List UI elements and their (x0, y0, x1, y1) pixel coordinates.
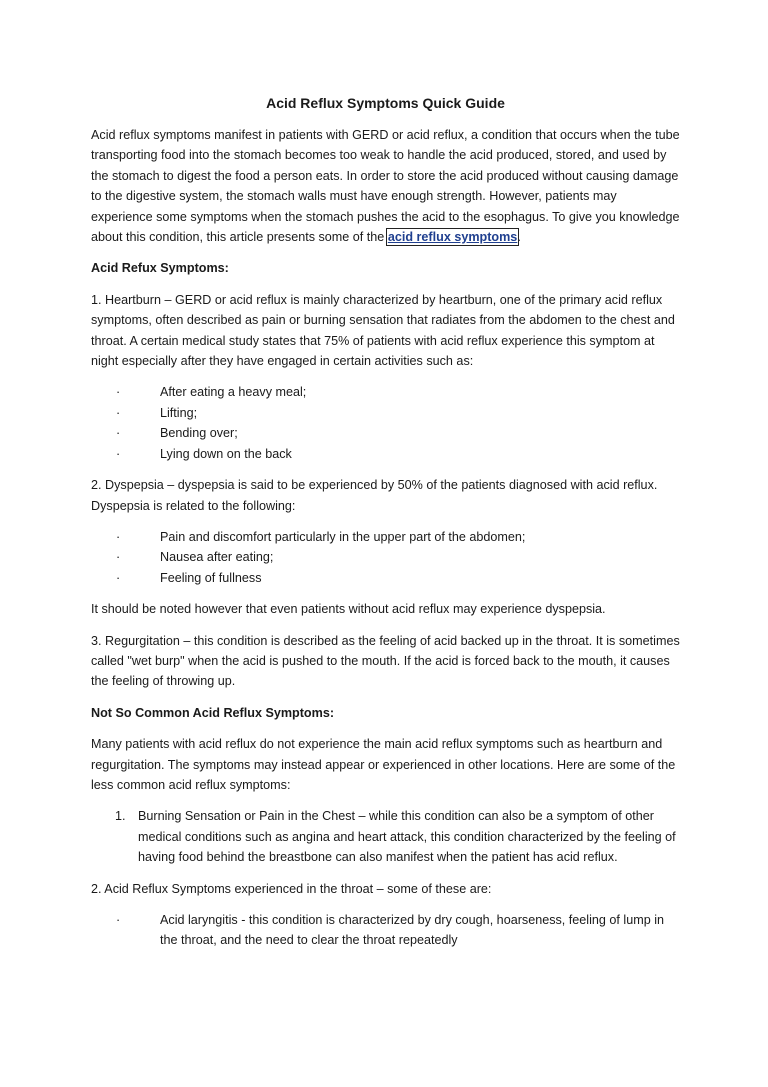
uncommon-numbered-list (91, 806, 680, 867)
dyspepsia-paragraph: 2. Dyspepsia – dyspepsia is said to be experienced by 50% of the patients diagnosed with acid reflux. Dyspepsia is related to the following: (91, 478, 658, 513)
page-title: Acid Reflux Symptoms Quick Guide (266, 95, 505, 111)
bullet-icon: · (116, 405, 121, 420)
bullet-icon: · (116, 529, 121, 544)
dyspepsia-note: It should be noted however that even patients without acid reflux may experience dyspepsia. (91, 602, 606, 617)
dyspepsia-list (91, 527, 680, 588)
list-item-text: Nausea after eating; (160, 550, 274, 565)
regurgitation-paragraph: 3. Regurgitation – this condition is described as the feeling of acid backed up in the throat. It is sometimes called "wet burp" when the acid is pushed to the mouth. If the acid is forced back to the mouth, it causes the feeling of throwing up. (91, 633, 680, 689)
list-item-text: Pain and discomfort particularly in the upper part of the abdomen; (160, 529, 526, 544)
intro-paragraph (91, 125, 680, 247)
intro-text: Acid reflux symptoms manifest in patients with GERD or acid reflux, a condition that occurs when the tube transporting food into the stomach becomes too weak to handle the acid produced, stored, and used by the stomach to digest the food a person eats. In order to store the acid produced without causing damage to the digestive system, the stomach walls must have enough strength. However, patients may experience some symptoms when the stomach pushes the acid to the esophagus. To give you knowledge about this condition, this article presents some of the (91, 128, 680, 245)
list-item (91, 382, 680, 402)
list-item (91, 910, 680, 951)
list-item-text: Burning Sensation or Pain in the Chest – while this condition can also be a symptom of other medical conditions such as angina and heart attack, this condition characterized by the feeling of having food behind the breastbone can also manifest when the patient has acid reflux. (138, 809, 676, 865)
list-item-text: Lifting; (160, 405, 198, 420)
heartburn-list (91, 382, 680, 464)
throat-list (91, 910, 680, 951)
list-item (91, 403, 680, 423)
throat-paragraph: 2. Acid Reflux Symptoms experienced in the throat – some of these are: (91, 881, 492, 896)
bullet-icon: · (116, 913, 121, 927)
list-number: 1. (115, 809, 126, 824)
list-item (91, 527, 680, 547)
list-item (91, 568, 680, 588)
list-item-text: After eating a heavy meal; (160, 385, 307, 400)
bullet-icon: · (116, 570, 121, 585)
list-item (91, 444, 680, 464)
bullet-icon: · (116, 446, 121, 461)
list-item (91, 547, 680, 567)
list-item-text: Acid laryngitis - this condition is characterized by dry cough, hoarseness, feeling of lump in the throat, and the need to clear the throat repeatedly (160, 913, 665, 948)
list-item-text: Lying down on the back (160, 446, 292, 461)
section-heading-uncommon-symptoms: Not So Common Acid Reflux Symptoms: (91, 705, 335, 720)
list-item-text: Bending over; (160, 426, 238, 441)
bullet-icon: · (116, 426, 121, 441)
list-item-text: Feeling of fullness (160, 570, 262, 585)
section-heading-main-symptoms: Acid Refux Symptoms: (91, 261, 229, 276)
heartburn-paragraph: 1. Heartburn – GERD or acid reflux is mainly characterized by heartburn, one of the primary acid reflux symptoms, often described as pain or burning sensation that radiates from the abdomen to the chest and throat. A certain medical study states that 75% of patients with acid reflux experience this symptom at night especially after they have engaged in certain activities such as: (91, 292, 675, 369)
bullet-icon: · (116, 550, 121, 565)
intro-end: . (517, 230, 521, 245)
uncommon-intro-paragraph: Many patients with acid reflux do not experience the main acid reflux symptoms such as heartburn and regurgitation. The symptoms may instead appear or experienced in other locations. Here are some of the less common acid reflux symptoms: (91, 737, 676, 792)
bullet-icon: · (116, 385, 121, 400)
list-item (91, 423, 680, 443)
acid-reflux-symptoms-link[interactable]: acid reflux symptoms (387, 230, 518, 245)
list-item (91, 806, 680, 867)
